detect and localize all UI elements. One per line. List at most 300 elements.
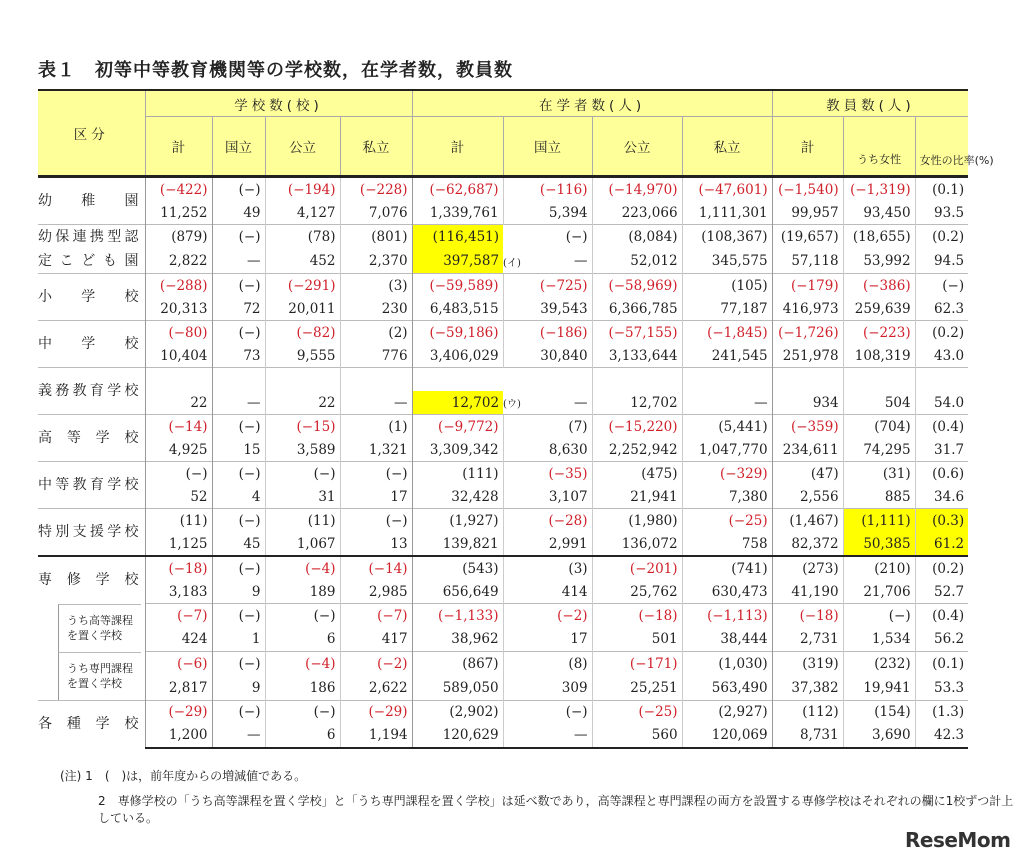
change-cell: (−1,726) xyxy=(772,321,843,345)
note-1: (注) 1 ( )は，前年度からの増減値である。 xyxy=(60,769,307,783)
value-cell: 30,840 xyxy=(503,344,592,368)
change-cell: (0.4) xyxy=(915,604,968,628)
value-cell: 38,444 xyxy=(682,628,772,652)
value-cell: 1,321 xyxy=(340,438,412,462)
change-cell: (2,902) xyxy=(412,700,503,724)
change-cell: (1,467) xyxy=(772,509,843,533)
value-cell: 3,309,342 xyxy=(412,438,503,462)
change-cell xyxy=(145,368,212,392)
change-cell: (741) xyxy=(682,556,772,580)
table-row-value xyxy=(38,628,968,652)
header-teachers-total: 計 xyxy=(772,117,843,177)
row-label xyxy=(38,700,145,748)
value-cell: 251,978 xyxy=(772,344,843,368)
change-cell: (−) xyxy=(265,604,340,628)
value-cell: 424 xyxy=(145,628,212,652)
change-cell: (475) xyxy=(592,462,682,486)
value-cell: 8,630 xyxy=(503,438,592,462)
value-cell: 62.3 xyxy=(915,297,968,321)
change-cell: (−2) xyxy=(340,652,412,676)
header-schools-private: 私立 xyxy=(340,117,412,177)
note-marker: (イ) xyxy=(503,257,521,269)
change-cell: (−) xyxy=(212,321,265,345)
change-cell xyxy=(915,368,968,392)
value-cell: — xyxy=(682,391,772,415)
value-cell: 3,406,029 xyxy=(412,344,503,368)
change-cell: (112) xyxy=(772,700,843,724)
header-schools: 学校数(校) xyxy=(145,90,412,117)
value-cell: 61.2 xyxy=(915,532,968,556)
value-cell: 885 xyxy=(843,485,915,509)
value-cell: 57,118 xyxy=(772,249,843,274)
statistics-table xyxy=(38,89,994,749)
value-cell: 15 xyxy=(212,438,265,462)
note-marker xyxy=(503,225,521,250)
value-cell: 20,011 xyxy=(265,297,340,321)
value-cell: 73 xyxy=(212,344,265,368)
value-cell: 3,690 xyxy=(843,724,915,748)
value-cell: 6,483,515 xyxy=(412,297,503,321)
table-row-change xyxy=(38,700,968,724)
table-body xyxy=(38,177,968,748)
value-cell: 6 xyxy=(265,724,340,748)
value-cell: 1,047,770 xyxy=(682,438,772,462)
change-cell: (11) xyxy=(145,509,212,533)
value-cell: 230 xyxy=(340,297,412,321)
header-schools-total: 計 xyxy=(145,117,212,177)
change-cell: (−) xyxy=(521,225,592,250)
row-label-text: 小学校 xyxy=(38,289,141,305)
value-cell: 21,941 xyxy=(592,485,682,509)
value-cell: 120,629 xyxy=(412,724,503,748)
table-row-change xyxy=(38,368,968,392)
value-cell: 4,127 xyxy=(265,201,340,225)
value-cell: 53.3 xyxy=(915,676,968,700)
row-label-text: 各種学校 xyxy=(38,716,141,732)
value-cell: 3,589 xyxy=(265,438,340,462)
value-cell: 108,319 xyxy=(843,344,915,368)
row-label xyxy=(38,225,145,274)
value-cell: 77,187 xyxy=(682,297,772,321)
value-cell: 7,076 xyxy=(340,201,412,225)
header-schools-public: 公立 xyxy=(265,117,340,177)
table-row-value xyxy=(38,438,968,462)
value-cell: 93.5 xyxy=(915,201,968,225)
change-cell: (273) xyxy=(772,556,843,580)
header-students-total: 計 xyxy=(412,117,503,177)
value-cell: — xyxy=(574,394,588,411)
value-cell: 12,702 xyxy=(592,391,682,415)
change-cell xyxy=(682,368,772,392)
row-label xyxy=(38,604,145,652)
value-cell: 589,050 xyxy=(412,676,503,700)
value-cell: 1,339,761 xyxy=(412,201,503,225)
value-cell: 234,611 xyxy=(772,438,843,462)
value-cell: 52,012 xyxy=(592,249,682,274)
change-cell: (0.1) xyxy=(915,177,968,202)
change-cell: (−288) xyxy=(145,274,212,298)
table-row-value xyxy=(38,532,968,556)
value-cell: — xyxy=(212,724,265,748)
table-row-change xyxy=(38,604,968,628)
change-cell xyxy=(843,368,915,392)
change-cell: (−15) xyxy=(265,415,340,439)
change-cell: (−171) xyxy=(592,652,682,676)
change-cell: (−14) xyxy=(340,556,412,580)
table-row-change xyxy=(38,225,968,250)
value-cell: 13 xyxy=(340,532,412,556)
change-cell: (31) xyxy=(843,462,915,486)
header-teachers-female: うち女性 xyxy=(843,117,915,177)
table-title: 表１ 初等中等教育機関等の学校数，在学者数，教員数 xyxy=(38,60,513,81)
header-category: 区分 xyxy=(38,90,145,177)
value-cell: 223,066 xyxy=(592,201,682,225)
header-students: 在学者数(人) xyxy=(412,90,772,117)
value-cell: 9,555 xyxy=(265,344,340,368)
change-cell: (18,655) xyxy=(843,225,915,250)
value-cell: 93,450 xyxy=(843,201,915,225)
value-cell: 2,252,942 xyxy=(592,438,682,462)
change-cell: (−116) xyxy=(503,177,592,202)
row-label xyxy=(38,415,145,462)
change-cell: (−) xyxy=(145,462,212,486)
value-cell: 3,107 xyxy=(503,485,592,509)
value-cell: 1,111,301 xyxy=(682,201,772,225)
header-schools-national: 国立 xyxy=(212,117,265,177)
value-cell: — xyxy=(212,249,265,274)
change-cell xyxy=(592,368,682,392)
value-cell: 1,200 xyxy=(145,724,212,748)
value-cell: 31 xyxy=(265,485,340,509)
value-cell: 17 xyxy=(503,628,592,652)
value-cell: 25,762 xyxy=(592,580,682,604)
value-cell: 21,706 xyxy=(843,580,915,604)
change-cell: (−14) xyxy=(145,415,212,439)
value-cell: 2,822 xyxy=(145,249,212,274)
change-cell: (−194) xyxy=(265,177,340,202)
change-cell: (−80) xyxy=(145,321,212,345)
value-cell: 1,534 xyxy=(843,628,915,652)
change-cell: (232) xyxy=(843,652,915,676)
value-cell: 50,385 xyxy=(843,532,915,556)
change-cell: (−725) xyxy=(503,274,592,298)
change-cell: (0.2) xyxy=(915,321,968,345)
change-cell: (−) xyxy=(212,700,265,724)
row-label xyxy=(38,652,145,701)
value-cell: 630,473 xyxy=(682,580,772,604)
change-cell: (108,367) xyxy=(682,225,772,250)
value-cell: 417 xyxy=(340,628,412,652)
change-cell: (−) xyxy=(212,556,265,580)
change-cell: (0.2) xyxy=(915,556,968,580)
change-cell: (1.3) xyxy=(915,700,968,724)
change-cell: (−62,687) xyxy=(412,177,503,202)
header-teachers: 教員数(人) xyxy=(772,90,968,117)
change-cell: (−9,772) xyxy=(412,415,503,439)
value-cell: 52 xyxy=(145,485,212,509)
table-row-value xyxy=(38,485,968,509)
value-cell: 4,925 xyxy=(145,438,212,462)
row-label xyxy=(38,556,145,604)
value-cell: 94.5 xyxy=(915,249,968,274)
row-label xyxy=(38,321,145,368)
change-cell: (−7) xyxy=(145,604,212,628)
table-row-value xyxy=(38,391,968,415)
note-2: 2 専修学校の「うち高等課程を置く学校」と「うち専門課程を置く学校」は延べ数であり，高等課程と専門課程の両方を設置する専修学校はそれぞれの欄に1校ずつ計上している。 xyxy=(98,794,1014,825)
change-cell: (−59,186) xyxy=(412,321,503,345)
change-cell: (1) xyxy=(340,415,412,439)
value-cell: 8,731 xyxy=(772,724,843,748)
value-cell: 22 xyxy=(265,391,340,415)
change-cell: (801) xyxy=(340,225,412,250)
change-cell: (5,441) xyxy=(682,415,772,439)
change-cell: (−25) xyxy=(682,509,772,533)
row-label-text: 幼保連携型認定こども園 xyxy=(38,229,141,269)
change-cell: (319) xyxy=(772,652,843,676)
change-cell: (8,084) xyxy=(592,225,682,250)
value-cell: 1,125 xyxy=(145,532,212,556)
change-cell: (867) xyxy=(412,652,503,676)
value-cell: 6,366,785 xyxy=(592,297,682,321)
change-cell: (879) xyxy=(145,225,212,250)
change-cell: (−) xyxy=(212,415,265,439)
change-cell: (−201) xyxy=(592,556,682,580)
value-cell: 1,067 xyxy=(265,532,340,556)
value-cell: 656,649 xyxy=(412,580,503,604)
change-cell: (−1,319) xyxy=(843,177,915,202)
change-cell: (−1,845) xyxy=(682,321,772,345)
table-row-change xyxy=(38,462,968,486)
value-cell: 4 xyxy=(212,485,265,509)
row-label xyxy=(38,368,145,415)
value-cell: 452 xyxy=(265,249,340,274)
value-cell: 72 xyxy=(212,297,265,321)
value-cell: 56.2 xyxy=(915,628,968,652)
table-row-value xyxy=(38,249,968,274)
value-cell: 139,821 xyxy=(412,532,503,556)
change-cell: (−) xyxy=(212,274,265,298)
change-cell: (−) xyxy=(212,177,265,202)
note-marker xyxy=(503,368,521,392)
change-cell: (1,980) xyxy=(592,509,682,533)
change-cell xyxy=(265,368,340,392)
change-cell: (−) xyxy=(265,462,340,486)
row-label-text: 中学校 xyxy=(38,336,141,352)
table-row-value xyxy=(38,297,968,321)
change-cell: (−223) xyxy=(843,321,915,345)
change-cell: (−179) xyxy=(772,274,843,298)
change-cell: (−1,540) xyxy=(772,177,843,202)
note-marker: (ウ) xyxy=(503,399,521,410)
table-row-change xyxy=(38,652,968,676)
change-cell: (−15,220) xyxy=(592,415,682,439)
value-cell: 2,556 xyxy=(772,485,843,509)
value-cell: 45 xyxy=(212,532,265,556)
value-cell: 12,702 xyxy=(412,391,503,415)
value-cell: 1,194 xyxy=(340,724,412,748)
change-cell: (210) xyxy=(843,556,915,580)
change-cell: (−35) xyxy=(503,462,592,486)
value-cell: 82,372 xyxy=(772,532,843,556)
change-cell: (116,451) xyxy=(412,225,503,250)
value-cell: 11,252 xyxy=(145,201,212,225)
change-cell: (11) xyxy=(265,509,340,533)
change-cell: (−) xyxy=(340,462,412,486)
change-cell: (−) xyxy=(915,274,968,298)
value-cell: 32,428 xyxy=(412,485,503,509)
change-cell xyxy=(212,368,265,392)
change-cell: (−4) xyxy=(265,652,340,676)
value-cell: 31.7 xyxy=(915,438,968,462)
value-cell: 934 xyxy=(772,391,843,415)
change-cell: (−47,601) xyxy=(682,177,772,202)
change-cell xyxy=(340,368,412,392)
value-cell: 43.0 xyxy=(915,344,968,368)
value-cell: 2,817 xyxy=(145,676,212,700)
value-cell: — xyxy=(212,391,265,415)
value-cell: — xyxy=(503,724,592,748)
row-label-text: 特別支援学校 xyxy=(38,524,141,540)
change-cell: (−25) xyxy=(592,700,682,724)
table-row-value xyxy=(38,344,968,368)
change-cell: (−186) xyxy=(503,321,592,345)
change-cell: (543) xyxy=(412,556,503,580)
value-cell: 54.0 xyxy=(915,391,968,415)
table-row-change xyxy=(38,274,968,298)
value-cell: 25,251 xyxy=(592,676,682,700)
change-cell: (0.1) xyxy=(915,652,968,676)
value-cell: 241,545 xyxy=(682,344,772,368)
change-cell: (105) xyxy=(682,274,772,298)
change-cell: (8) xyxy=(503,652,592,676)
change-cell: (−) xyxy=(212,652,265,676)
value-cell: 39,543 xyxy=(503,297,592,321)
value-cell: 5,394 xyxy=(503,201,592,225)
value-cell: 3,183 xyxy=(145,580,212,604)
value-cell: 2,731 xyxy=(772,628,843,652)
value-cell: 10,404 xyxy=(145,344,212,368)
change-cell: (−6) xyxy=(145,652,212,676)
value-cell: 189 xyxy=(265,580,340,604)
change-cell: (111) xyxy=(412,462,503,486)
table-row-value xyxy=(38,580,968,604)
value-cell: 9 xyxy=(212,580,265,604)
row-label xyxy=(38,462,145,509)
value-cell: 186 xyxy=(265,676,340,700)
change-cell: (2,927) xyxy=(682,700,772,724)
value-cell: 2,370 xyxy=(340,249,412,274)
change-cell xyxy=(772,368,843,392)
change-cell: (3) xyxy=(340,274,412,298)
change-cell: (−14,970) xyxy=(592,177,682,202)
change-cell: (2) xyxy=(340,321,412,345)
value-cell: 49 xyxy=(212,201,265,225)
value-cell: 6 xyxy=(265,628,340,652)
change-cell: (−329) xyxy=(682,462,772,486)
value-cell: 2,622 xyxy=(340,676,412,700)
value-cell: 504 xyxy=(843,391,915,415)
value-cell: — xyxy=(574,253,588,269)
value-cell: 414 xyxy=(503,580,592,604)
change-cell: (−4) xyxy=(265,556,340,580)
value-cell: 7,380 xyxy=(682,485,772,509)
row-label-text: 幼稚園 xyxy=(38,193,141,209)
change-cell: (−228) xyxy=(340,177,412,202)
row-label-text: 中等教育学校 xyxy=(38,477,141,493)
change-cell: (1,111) xyxy=(843,509,915,533)
header-students-public: 公立 xyxy=(592,117,682,177)
change-cell: (−) xyxy=(503,700,592,724)
resemom-logo: ReseMom xyxy=(905,828,1011,852)
change-cell: (1,927) xyxy=(412,509,503,533)
table-row-change xyxy=(38,321,968,345)
change-cell: (−359) xyxy=(772,415,843,439)
table-row-change xyxy=(38,509,968,533)
change-cell: (−29) xyxy=(340,700,412,724)
value-cell: 501 xyxy=(592,628,682,652)
row-label xyxy=(38,274,145,321)
change-cell: (7) xyxy=(503,415,592,439)
change-cell: (0.2) xyxy=(915,225,968,250)
value-cell: 37,382 xyxy=(772,676,843,700)
value-cell: 41,190 xyxy=(772,580,843,604)
change-cell: (−2) xyxy=(503,604,592,628)
change-cell: (−7) xyxy=(340,604,412,628)
change-cell: (−82) xyxy=(265,321,340,345)
value-cell: 560 xyxy=(592,724,682,748)
change-cell: (−29) xyxy=(145,700,212,724)
change-cell: (−18) xyxy=(145,556,212,580)
row-label-text: 高等学校 xyxy=(38,430,141,446)
value-cell: 22 xyxy=(145,391,212,415)
change-cell: (−) xyxy=(212,604,265,628)
row-label-text: 専修学校 xyxy=(38,572,141,589)
change-cell: (19,657) xyxy=(772,225,843,250)
table-row-change xyxy=(38,556,968,580)
value-cell: 17 xyxy=(340,485,412,509)
change-cell: (−422) xyxy=(145,177,212,202)
row-label-text: うち専門課程を置く学校 xyxy=(58,652,141,700)
table-row-value xyxy=(38,724,968,748)
value-cell: 20,313 xyxy=(145,297,212,321)
value-cell: 136,072 xyxy=(592,532,682,556)
change-cell: (78) xyxy=(265,225,340,250)
value-cell: 34.6 xyxy=(915,485,968,509)
change-cell: (−28) xyxy=(503,509,592,533)
table-row-value xyxy=(38,201,968,225)
value-cell: 758 xyxy=(682,532,772,556)
row-label xyxy=(38,509,145,557)
notes xyxy=(60,768,1021,835)
value-cell: 397,587 xyxy=(412,249,503,274)
header-students-private: 私立 xyxy=(682,117,772,177)
value-cell: 3,133,644 xyxy=(592,344,682,368)
change-cell: (−57,155) xyxy=(592,321,682,345)
header-teachers-female-ratio: 女性の比率(%) xyxy=(915,117,968,177)
value-cell: 416,973 xyxy=(772,297,843,321)
change-cell: (−) xyxy=(265,700,340,724)
change-cell: (−) xyxy=(212,225,265,250)
row-label-text: うち高等課程を置く学校 xyxy=(58,604,141,652)
change-cell: (−18) xyxy=(592,604,682,628)
header-students-national: 国立 xyxy=(503,117,592,177)
value-cell: 120,069 xyxy=(682,724,772,748)
value-cell: 74,295 xyxy=(843,438,915,462)
change-cell: (−1,133) xyxy=(412,604,503,628)
change-cell: (−) xyxy=(843,604,915,628)
value-cell: 776 xyxy=(340,344,412,368)
change-cell: (47) xyxy=(772,462,843,486)
